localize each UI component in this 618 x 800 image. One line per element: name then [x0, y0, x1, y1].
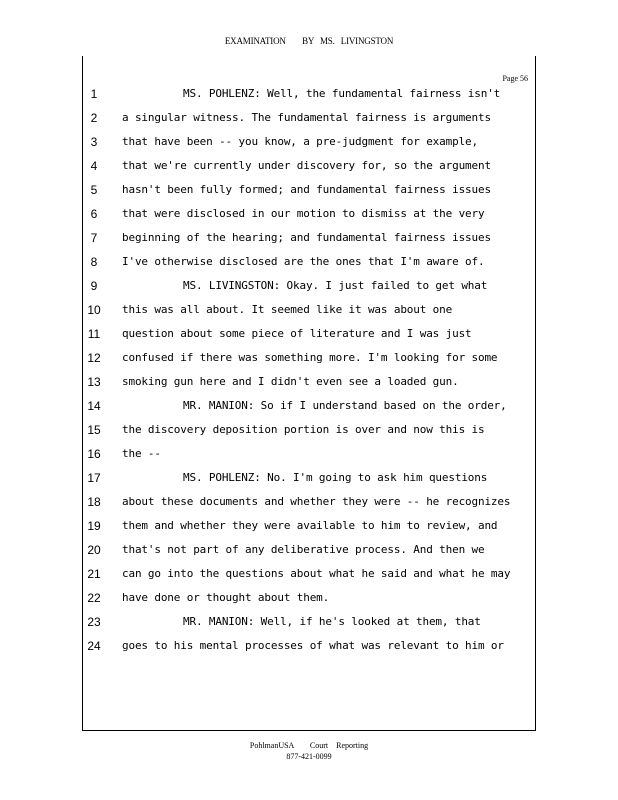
line-number: 6	[90, 207, 98, 221]
line-number: 20	[87, 543, 101, 557]
transcript-line	[0, 639, 618, 663]
transcript-line	[0, 207, 618, 231]
line-number: 23	[87, 615, 101, 629]
line-text: confused if there was something more. I'm looking for some	[122, 351, 498, 364]
line-text: the --	[122, 447, 161, 460]
transcript-line	[0, 615, 618, 639]
line-text: question about some piece of literature and I was just	[122, 327, 472, 340]
line-text: that have been -- you know, a pre-judgment for example,	[122, 135, 478, 148]
line-number: 11	[87, 327, 101, 341]
line-number: 9	[90, 279, 98, 293]
line-number: 16	[87, 447, 101, 461]
line-text: goes to his mental processes of what was relevant to him or	[122, 639, 504, 652]
transcript-line	[0, 327, 618, 351]
line-text: MS. LIVINGSTON: Okay. I just failed to get what	[183, 279, 488, 292]
line-text: this was all about. It seemed like it was about one	[122, 303, 453, 316]
line-text: can go into the questions about what he said and what he may	[122, 567, 511, 580]
line-text: smoking gun here and I didn't even see a loaded gun.	[122, 375, 459, 388]
line-text: that were disclosed in our motion to dismiss at the very	[122, 207, 485, 220]
line-number: 19	[87, 519, 101, 533]
transcript-line	[0, 255, 618, 279]
transcript-line	[0, 87, 618, 111]
transcript-line	[0, 231, 618, 255]
page-number: Page 56	[502, 74, 528, 83]
line-number: 17	[87, 471, 101, 485]
transcript-line	[0, 471, 618, 495]
transcript-line	[0, 495, 618, 519]
line-number: 3	[90, 135, 98, 149]
transcript-line	[0, 591, 618, 615]
line-number: 18	[87, 495, 101, 509]
footer-company: PohlmanUSA Court Reporting	[249, 741, 369, 750]
line-text: MS. POHLENZ: Well, the fundamental fairness isn't	[183, 87, 501, 100]
transcript-line	[0, 399, 618, 423]
line-number: 8	[90, 255, 98, 269]
line-text: beginning of the hearing; and fundamental fairness issues	[122, 231, 491, 244]
page-header: EXAMINATION BY MS. LIVINGSTON	[224, 36, 394, 46]
line-text: about these documents and whether they were -- he recognizes	[122, 495, 511, 508]
line-text: them and whether they were available to him to review, and	[122, 519, 498, 532]
line-text: MR. MANION: So if I understand based on the order,	[183, 399, 507, 412]
transcript-line	[0, 375, 618, 399]
line-text: hasn't been fully formed; and fundamental fairness issues	[122, 183, 491, 196]
transcript-line	[0, 111, 618, 135]
transcript-line	[0, 135, 618, 159]
page-footer	[0, 740, 618, 762]
transcript-line	[0, 423, 618, 447]
line-text: a singular witness. The fundamental fairness is arguments	[122, 111, 491, 124]
line-text: that we're currently under discovery for, so the argument	[122, 159, 491, 172]
transcript-line	[0, 279, 618, 303]
transcript-line	[0, 303, 618, 327]
line-number: 13	[87, 375, 101, 389]
line-text: MS. POHLENZ: No. I'm going to ask him questions	[183, 471, 488, 484]
line-number: 14	[87, 399, 101, 413]
transcript-line	[0, 183, 618, 207]
line-number: 21	[87, 567, 101, 581]
footer-phone: 877-421-0099	[286, 752, 332, 761]
line-number: 24	[87, 639, 101, 653]
line-number: 12	[87, 351, 101, 365]
line-text: MR. MANION: Well, if he's looked at them, that	[183, 615, 481, 628]
line-number: 10	[87, 303, 101, 317]
line-number: 22	[87, 591, 101, 605]
transcript-line	[0, 519, 618, 543]
line-number: 15	[87, 423, 101, 437]
line-number: 5	[90, 183, 98, 197]
transcript-line	[0, 543, 618, 567]
line-number: 4	[90, 159, 98, 173]
line-number: 1	[90, 87, 98, 101]
line-number: 7	[90, 231, 98, 245]
transcript-line	[0, 447, 618, 471]
line-number: 2	[90, 111, 98, 125]
line-text: have done or thought about them.	[122, 591, 330, 604]
transcript-line	[0, 159, 618, 183]
transcript-line	[0, 567, 618, 591]
line-text: I've otherwise disclosed are the ones that I'm aware of.	[122, 255, 485, 268]
line-text: that's not part of any deliberative process. And then we	[122, 543, 485, 556]
transcript-line	[0, 351, 618, 375]
line-text: the discovery deposition portion is over and now this is	[122, 423, 485, 436]
